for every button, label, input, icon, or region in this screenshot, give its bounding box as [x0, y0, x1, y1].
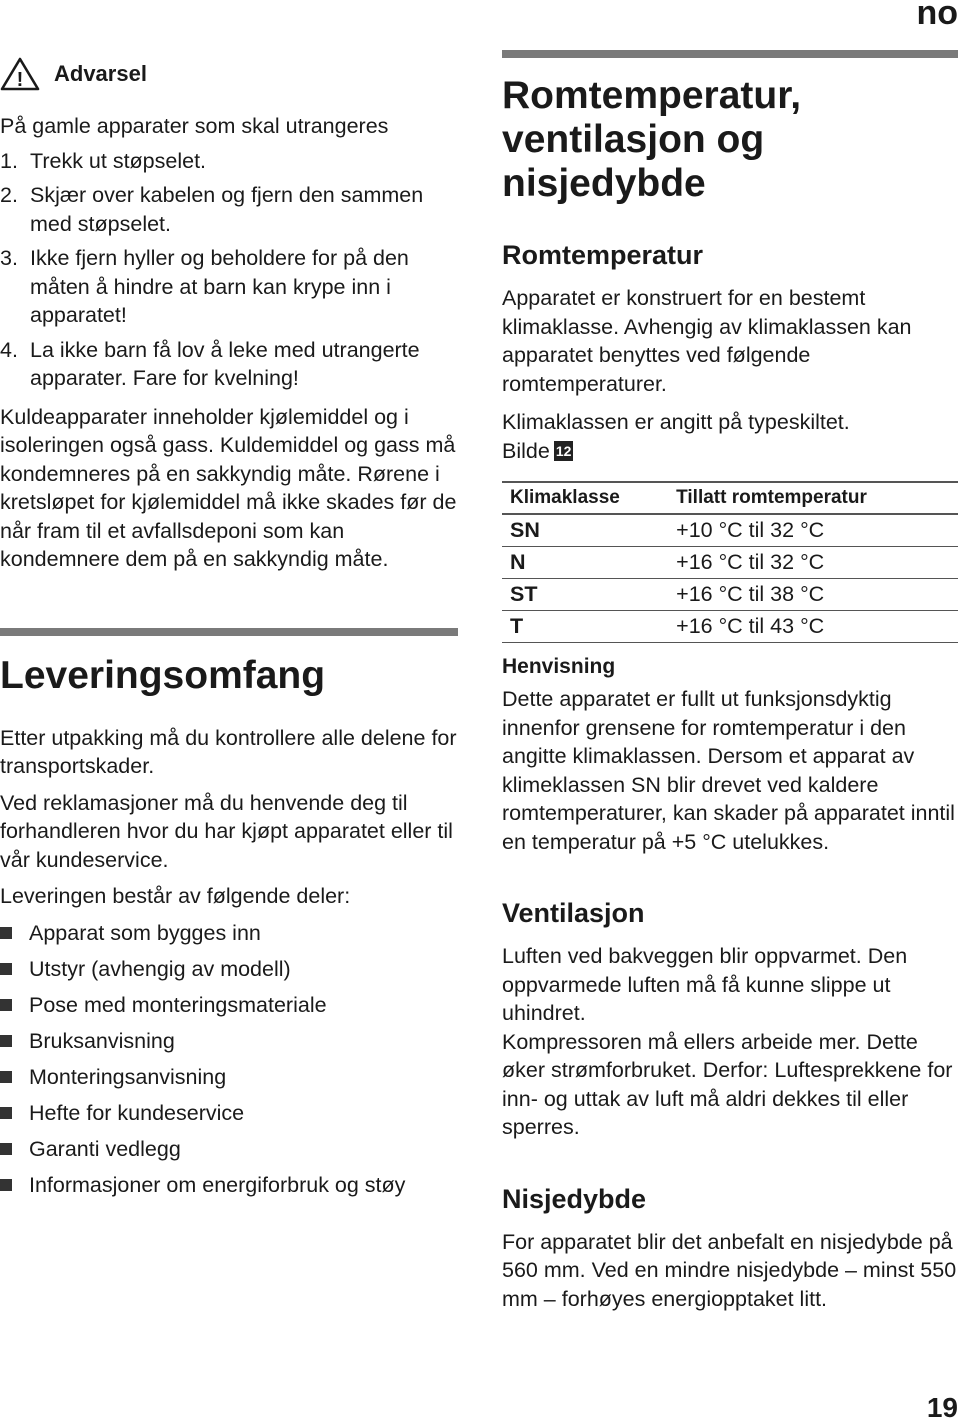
list-item	[0, 991, 460, 1019]
table-row	[502, 547, 958, 579]
levering-title: Leveringsomfang	[0, 653, 326, 697]
step-number: 3.	[0, 246, 18, 270]
table-row	[502, 579, 958, 611]
table-cell: T	[502, 611, 676, 643]
table-row	[502, 514, 958, 547]
table-cell: +10 °C til 32 °C	[676, 514, 958, 547]
henvisning-text: Dette apparatet er fullt ut funksjonsdyktig innenfor grensene for romtemperatur i den angitte klimaklassen. Dersom et apparat av klimeklassen SN blir drevet ved kaldere romtemperaturer, kan skader på apparatet inntil en temperatur på +5 °C utelukkes.	[502, 687, 955, 854]
list-item	[0, 181, 460, 238]
list-item	[0, 1027, 460, 1055]
nisjedybde-title: Nisjedybde	[502, 1183, 647, 1214]
svg-text:!: !	[16, 69, 24, 91]
step-number: 2.	[0, 183, 18, 207]
list-item	[0, 955, 460, 983]
ventilasjon-paragraph-1: Luften ved bakveggen blir oppvarmet. Den oppvarmede luften må få kunne slippe ut uhindret.	[502, 944, 908, 1025]
left-column	[0, 50, 460, 1207]
romtemperatur-title: Romtemperatur	[502, 240, 704, 270]
part-text: Garanti vedlegg	[29, 1136, 181, 1161]
list-item	[0, 1099, 460, 1127]
warning-icon	[0, 57, 40, 91]
table-cell: +16 °C til 43 °C	[676, 611, 958, 643]
step-text: Trekk ut støpselet.	[30, 148, 207, 173]
bullet-icon	[0, 1071, 12, 1083]
bullet-icon	[0, 1179, 12, 1191]
section-divider	[502, 50, 958, 58]
henvisning-title: Henvisning	[502, 655, 616, 678]
list-item	[0, 244, 460, 330]
table-cell: +16 °C til 32 °C	[676, 547, 958, 579]
warning-paragraph: Kuldeapparater inneholder kjølemiddel og i isoleringen også gass. Kuldemiddel og gass må kondemneres på en sakkyndig måte. Rørene i kretsløpet for kjølemiddel må ikke skades før de når fram til et avfallsdeponi som kan kondemnere dem på en sakkyndig måte.	[0, 404, 457, 571]
levering-paragraph-3: Leveringen består av følgende deler:	[0, 884, 351, 908]
section-divider	[0, 628, 458, 636]
table-header-row	[502, 482, 958, 514]
page-title: Romtemperatur, ventilasjon og nisjedybde	[502, 74, 802, 205]
table-cell: N	[502, 547, 676, 579]
part-text: Informasjoner om energiforbruk og støy	[29, 1172, 406, 1197]
klimaklasse-note	[502, 408, 958, 465]
right-column	[502, 50, 958, 1313]
list-item	[0, 1135, 460, 1163]
table-header: Tillatt romtemperatur	[676, 482, 958, 514]
part-text: Utstyr (avhengig av modell)	[29, 956, 291, 981]
warning-intro: På gamle apparater som skal utrangeres	[0, 114, 389, 138]
list-item	[0, 1171, 460, 1199]
climate-class-table	[502, 481, 958, 643]
levering-paragraph-2: Ved reklamasjoner må du henvende deg til forhandleren hvor du har kjøpt apparatet eller til vår kundeservice.	[0, 790, 453, 872]
ventilasjon-title: Ventilasjon	[502, 898, 645, 928]
warning-title: Advarsel	[54, 61, 147, 86]
part-text: Monteringsanvisning	[29, 1064, 227, 1089]
levering-paragraph-1: Etter utpakking må du kontrollere alle delene for transportskader.	[0, 725, 457, 778]
klimaklasse-text: Klimaklassen er angitt på typeskiltet.	[502, 410, 850, 434]
parts-list	[0, 919, 460, 1199]
step-number: 4.	[0, 337, 18, 362]
bullet-icon	[0, 963, 12, 975]
language-code: no	[916, 0, 958, 32]
bullet-icon	[0, 1107, 12, 1119]
step-text: La ikke barn få lov å leke med utrangerte apparater. Fare for kvelning!	[30, 337, 420, 390]
ventilasjon-paragraph-2: Kompressoren må ellers arbeide mer. Dette øker strømforbruket. Derfor: Luftesprekkene for inn- og uttak av luft må aldri dekkes til eller sperres.	[502, 1029, 953, 1139]
warning-header	[0, 50, 460, 98]
table-header: Klimaklasse	[502, 482, 676, 514]
list-item	[0, 336, 460, 393]
part-text: Apparat som bygges inn	[29, 920, 261, 945]
part-text: Hefte for kundeservice	[29, 1100, 245, 1125]
list-item	[0, 919, 460, 947]
nisjedybde-text: For apparatet blir det anbefalt en nisjedybde på 560 mm. Ved en mindre nisjedybde – minst 550 mm – forhøyes energiopptaket litt.	[502, 1229, 957, 1311]
list-item	[0, 147, 460, 176]
bullet-icon	[0, 927, 12, 939]
bullet-icon	[0, 999, 12, 1011]
table-cell: SN	[502, 514, 676, 547]
warning-steps	[0, 147, 460, 393]
figure-ref-badge: 12	[555, 442, 572, 459]
step-text: Ikke fjern hyller og beholdere for på den måten å hindre at barn kan krype inn i apparatet!	[30, 246, 409, 327]
step-number: 1.	[0, 148, 18, 173]
table-cell: +16 °C til 38 °C	[676, 579, 958, 611]
romtemperatur-paragraph: Apparatet er konstruert for en bestemt klimaklasse. Avhengig av klimaklassen kan apparatet benyttes ved følgende romtemperaturer.	[502, 286, 912, 396]
part-text: Bruksanvisning	[29, 1028, 175, 1053]
bullet-icon	[0, 1035, 12, 1047]
list-item	[0, 1063, 460, 1091]
table-row	[502, 611, 958, 643]
page-number: 19	[926, 1392, 958, 1423]
bullet-icon	[0, 1143, 12, 1155]
step-text: Skjær over kabelen og fjern den sammen med støpselet.	[30, 183, 424, 236]
part-text: Pose med monteringsmateriale	[29, 992, 327, 1017]
bilde-label: Bilde	[502, 438, 550, 463]
table-cell: ST	[502, 579, 676, 611]
